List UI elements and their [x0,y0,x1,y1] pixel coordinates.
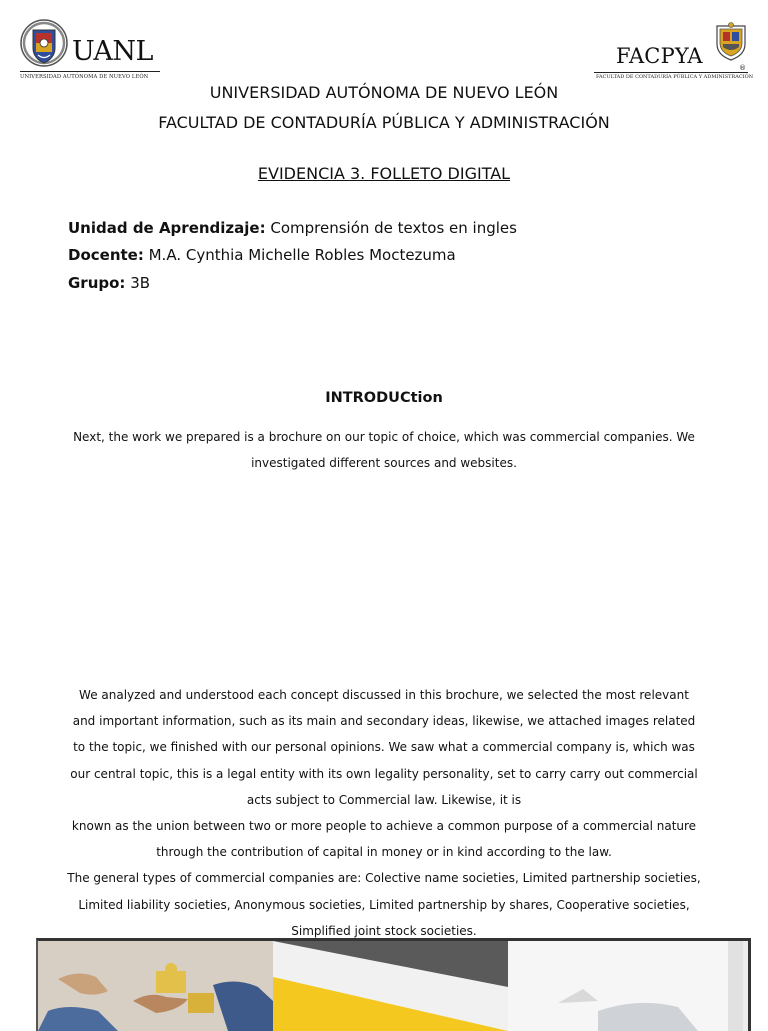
brochure-cover-image [36,938,751,1031]
group-value: 3B [125,274,151,292]
faculty-title: FACULTAD DE CONTADURÍA PÚBLICA Y ADMINISTRACIÓN [158,113,610,132]
learning-unit-line [68,219,517,237]
learning-unit-label: Unidad de Aprendizaje: [68,219,266,237]
body-text [66,682,702,944]
group-label: Grupo: [68,274,126,292]
university-title: UNIVERSIDAD AUTÓNOMA DE NUEVO LEÓN [209,83,559,102]
introduction-heading: INTRODUCtion [325,390,443,406]
facpya-divider [594,72,748,73]
group-line [68,274,150,292]
facpya-logo [590,20,752,84]
teacher-line [68,246,456,264]
teacher-label: Docente: [68,246,144,264]
facpya-subtitle: FACULTAD DE CONTADURÍA PÚBLICA Y ADMINISTRACIÓN [596,74,754,80]
learning-unit-value: Comprensión de textos en ingles [265,219,517,237]
body-paragraph-3: The general types of commercial companies are: Colective name societies, Limited partnership societies, Limited liability societies, Anonymous societies, Limited partnership by shares, Cooperative societies, Simplified joint stock societies. [67,871,701,938]
body-paragraph-2: known as the union between two or more people to achieve a common purpose of a commercial nature through the contribution of capital in money or in kind according to the law. [71,819,697,860]
uanl-wordmark: UANL [72,36,153,67]
introduction-paragraph: Next, the work we prepared is a brochure on our topic of choice, which was commercial companies. We investigated different sources and websites. [73,430,695,471]
evidence-title: EVIDENCIA 3. FOLLETO DIGITAL [257,164,511,183]
uanl-seal-icon [20,18,68,68]
facpya-seal-icon [714,22,748,62]
uanl-logo [18,16,164,82]
teacher-value: M.A. Cynthia Michelle Robles Moctezuma [143,246,456,264]
facpya-wordmark: FACPYA [616,44,703,68]
body-paragraph-1: We analyzed and understood each concept discussed in this brochure, we selected the most relevant and important information, such as its main and secondary ideas, likewise, we attached images related to the topic, we finished with our personal opinions. We saw what a commercial company is, which was our central topic, this is a legal entity with its own legality personality, set to carry carry out commercial acts subject to Commercial law. Likewise, it is [70,688,698,807]
uanl-subtitle: UNIVERSIDAD AUTÓNOMA DE NUEVO LEÓN [20,74,149,80]
registered-mark: ® [739,64,746,72]
uanl-divider [20,71,160,72]
